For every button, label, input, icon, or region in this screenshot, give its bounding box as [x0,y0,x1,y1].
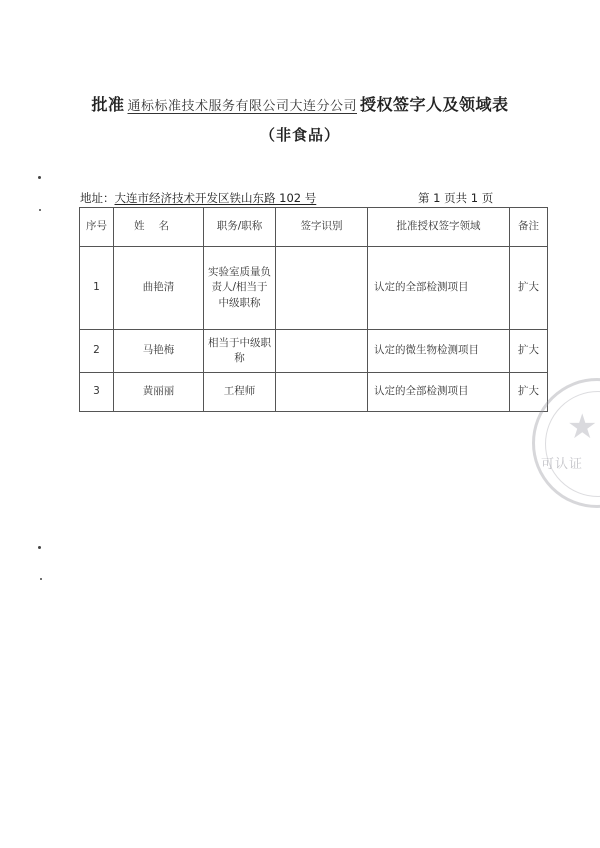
cell-signature [276,247,368,330]
cell-position: 工程师 [204,373,276,412]
header-remark: 备注 [510,208,548,247]
header-name [114,208,204,247]
cell-position: 实验室质量负责人/相当于中级职称 [204,247,276,330]
scan-speck [39,209,41,211]
signatory-table [79,207,548,412]
title-suffix: 授权签字人及领域表 [360,95,509,114]
document-subtitle: （非食品） [259,126,340,144]
seal-star-icon: ★ [567,407,598,447]
header-name-label: 姓名 [134,220,183,233]
cell-signature [276,373,368,412]
table-row [80,373,548,412]
cell-remark: 扩大 [510,330,548,373]
cell-remark: 扩大 [510,373,548,412]
scan-speck [38,546,41,549]
cell-seq: 2 [80,330,114,373]
scan-speck [40,578,42,580]
cell-seq: 1 [80,247,114,330]
cell-name: 黄丽丽 [114,373,204,412]
document-title [0,92,600,115]
header-scope: 批准授权签字领域 [368,208,510,247]
address-value: 大连市经济技术开发区铁山东路 102 号 [114,191,317,205]
cell-position: 相当于中级职称 [204,330,276,373]
cell-scope: 认定的全部检测项目 [368,373,510,412]
cell-remark: 扩大 [510,247,548,330]
cell-signature [276,330,368,373]
header-signature: 签字识别 [276,208,368,247]
cell-scope: 认定的全部检测项目 [368,247,510,330]
cell-name: 曲艳清 [114,247,204,330]
table-header-row [80,208,548,247]
cell-name: 马艳梅 [114,330,204,373]
company-name: 通标标准技术服务有限公司大连分公司 [127,99,357,114]
table-row [80,330,548,373]
cell-scope: 认定的微生物检测项目 [368,330,510,373]
title-prefix: 批准 [91,95,125,114]
header-seq: 序号 [80,208,114,247]
address-label: 地址： [80,191,115,205]
table-row [80,247,548,330]
seal-text: 可认证 [541,457,584,472]
page-info: 第 1 页共 1 页 [418,191,494,205]
cell-seq: 3 [80,373,114,412]
scan-speck [38,176,41,179]
address-line [80,190,520,206]
header-position: 职务/职称 [204,208,276,247]
